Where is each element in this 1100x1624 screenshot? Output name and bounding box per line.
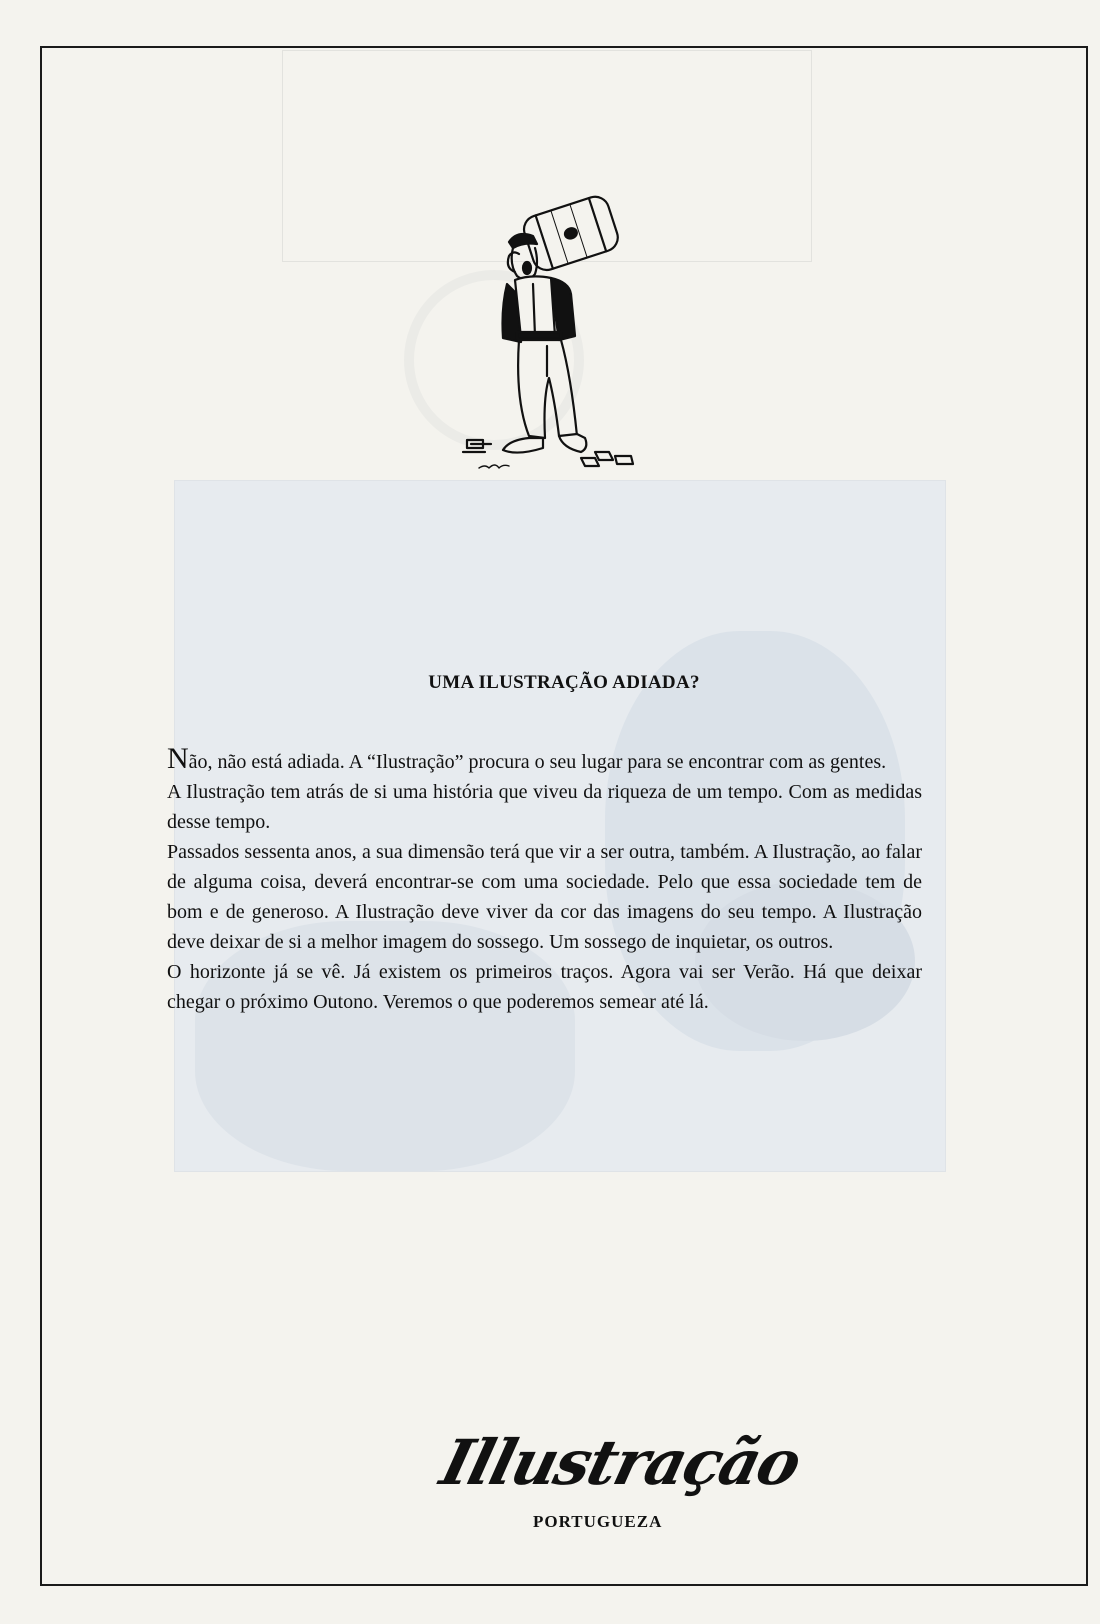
publication-logo xyxy=(425,1426,807,1556)
paragraph: O horizonte já se vê. Já existem os primeiros traços. Agora vai ser Verão. Há que deixar chegar o próximo Outono. Veremos o que poderemos semear até lá. xyxy=(167,961,922,1013)
logo-subtitle: PORTUGUEZA xyxy=(533,1512,663,1531)
article-headline: UMA ILUSTRAÇÃO ADIADA? xyxy=(428,672,700,693)
man-carrying-barrel-illustration xyxy=(419,176,719,496)
paragraph: A Ilustração tem atrás de si uma história que viveu da riqueza de um tempo. Com as medidas desse tempo. xyxy=(167,781,922,833)
paragraph xyxy=(167,744,922,777)
drop-cap: N xyxy=(167,742,189,775)
paragraph-text: ão, não está adiada. A “Ilustração” procura o seu lugar para se encontrar com as gentes. xyxy=(188,751,887,773)
paragraph: Passados sessenta anos, a sua dimensão terá que vir a ser outra, também. A Ilustração, ao falar de alguma coisa, deverá encontrar-se com uma sociedade. Pelo que essa sociedade tem de bom e de generoso. A Ilustração deve viver da cor das imagens do seu tempo. A Ilustração deve deixar de si a melhor imagem do sossego. Um sossego de inquietar, os outros. xyxy=(167,841,922,953)
article-body xyxy=(167,744,922,1017)
page-border xyxy=(40,46,1088,1586)
logo-script: Illustração xyxy=(433,1426,807,1499)
